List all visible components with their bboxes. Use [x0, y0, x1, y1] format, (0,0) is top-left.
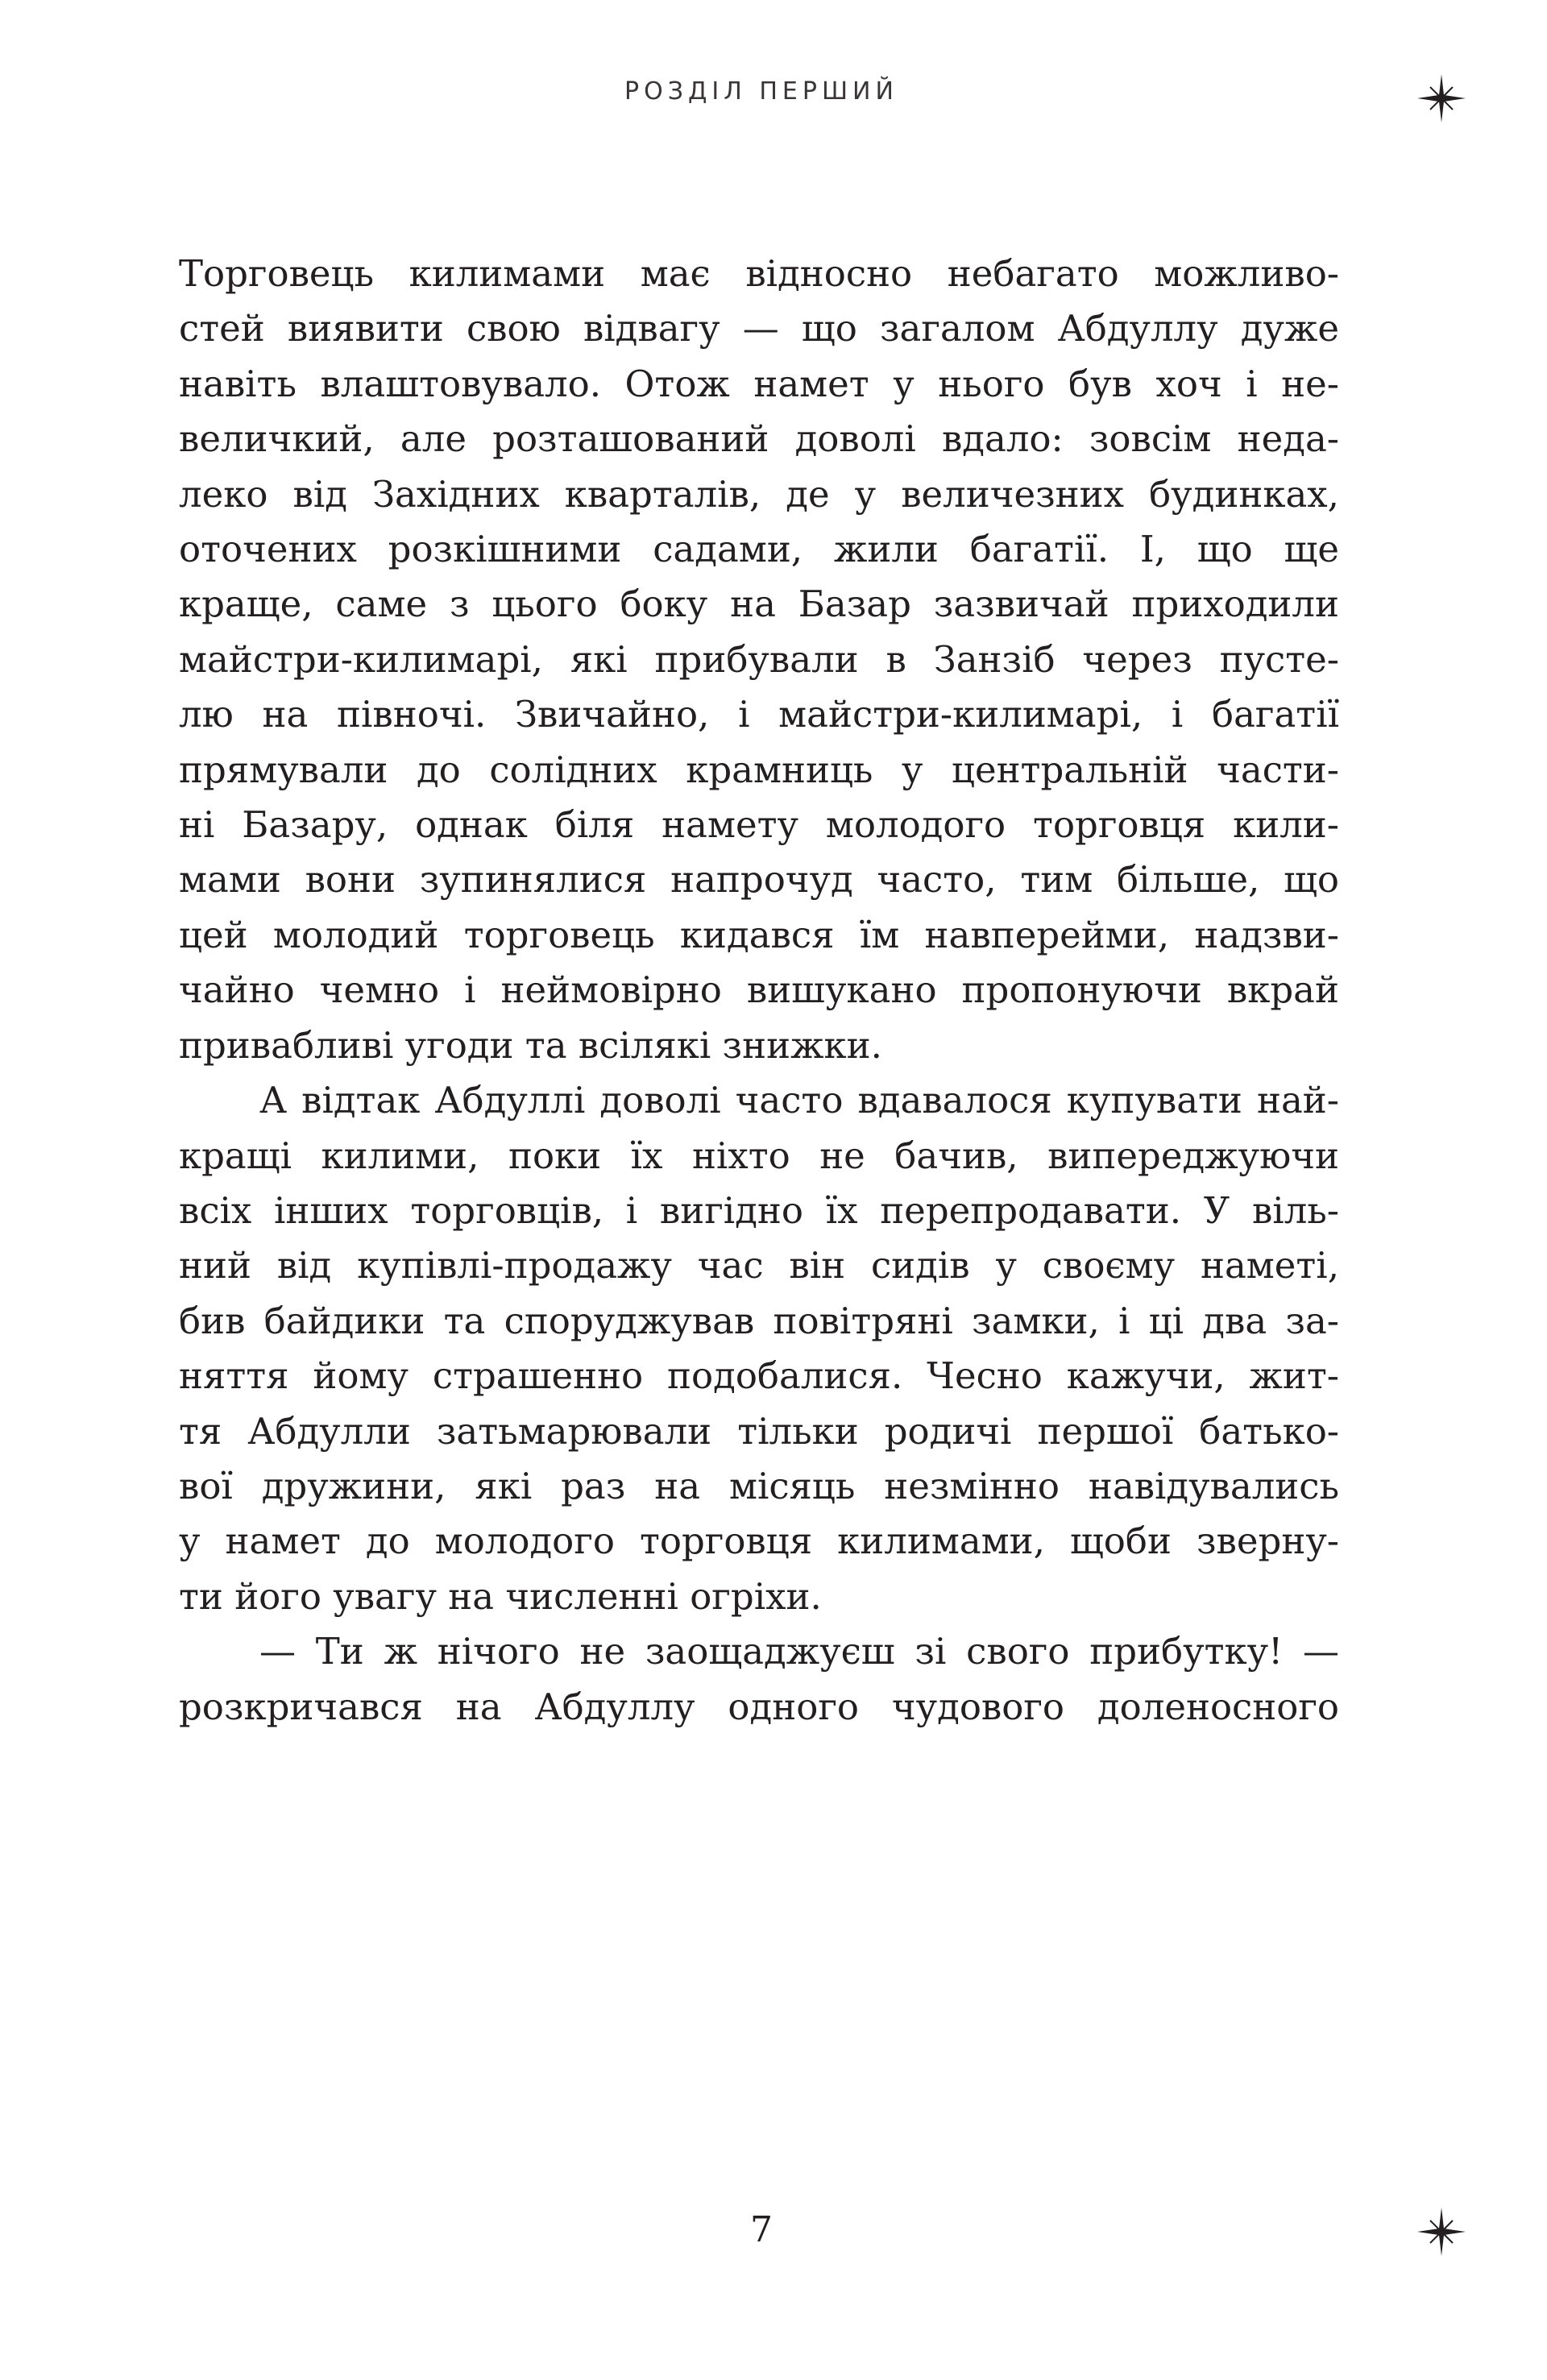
text-line: привабливі угоди та всілякі знижки. — [179, 1023, 882, 1067]
text-line: величкий, але розташований доволі вдало: зовсім неда- — [179, 417, 1339, 461]
text-line: няття йому страшенно подобалися. Чесно кажучи, жит- — [179, 1354, 1339, 1398]
running-head: РОЗДІЛ ПЕРШИЙ — [624, 77, 898, 106]
text-line: у намет до молодого торговця килимами, щоби зверну- — [179, 1520, 1339, 1563]
chapter-text — [179, 247, 1339, 1735]
four-point-star-icon — [1416, 2206, 1467, 2258]
text-line: ти його увагу на численні огріхи. — [179, 1574, 822, 1618]
text-line: ні Базару, однак біля намету молодого торговця кили- — [179, 803, 1339, 847]
text-line: розкричався на Абдуллу одного чудового доленосного — [179, 1685, 1339, 1728]
text-line: прямували до солідних крамниць у центральній части- — [179, 748, 1339, 791]
text-line: майстри-килимарі, які прибували в Занзіб через пусте- — [179, 637, 1339, 681]
text-line: всіх інших торговців, і вигідно їх перепродавати. У віль- — [179, 1188, 1339, 1232]
page-number: 7 — [750, 2209, 773, 2250]
text-line: леко від Західних кварталів, де у величезних будинках, — [179, 472, 1339, 516]
four-point-star-icon — [1416, 73, 1467, 124]
text-line: Торговець килимами має відносно небагато можливо- — [179, 252, 1339, 295]
text-line: стей виявити свою відвагу — що загалом Абдуллу дуже — [179, 307, 1339, 350]
text-line: лю на півночі. Звичайно, і майстри-килимарі, і багатії — [179, 693, 1339, 736]
text-line: чайно чемно і неймовірно вишукано пропонуючи вкрай — [179, 968, 1339, 1012]
text-line: тя Абдулли затьмарювали тільки родичі першої батько- — [179, 1409, 1339, 1453]
text-line: цей молодий торговець кидався їм навперейми, надзви- — [179, 913, 1339, 956]
text-line: оточених розкішними садами, жили багатії. І, що ще — [179, 528, 1339, 571]
text-line: кращі килими, поки їх ніхто не бачив, випереджуючи — [179, 1134, 1339, 1177]
text-line: — Ти ж нічого не заощаджуєш зі свого прибутку! — — [259, 1630, 1339, 1673]
text-line: ний від купівлі-продажу час він сидів у своєму наметі, — [179, 1244, 1339, 1287]
text-line: А відтак Абдуллі доволі часто вдавалося купувати най- — [259, 1079, 1339, 1122]
text-line: мами вони зупинялися напрочуд часто, тим більше, що — [179, 858, 1339, 902]
text-line: бив байдики та споруджував повітряні замки, і ці два за- — [179, 1299, 1339, 1342]
text-line: навіть влаштовувало. Отож намет у нього був хоч і не- — [179, 362, 1339, 405]
text-line: краще, саме з цього боку на Базар зазвичай приходили — [179, 583, 1339, 626]
text-line: вої дружини, які раз на місяць незмінно навідувались — [179, 1464, 1339, 1507]
